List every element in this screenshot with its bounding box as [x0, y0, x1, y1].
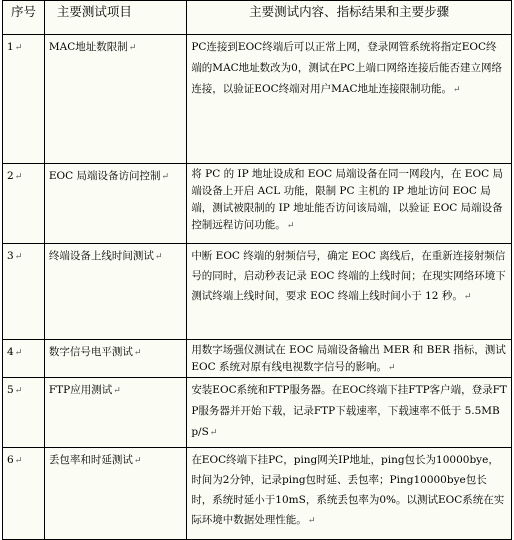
row-content: 用数字场强仪测试在 EOC 局端设备输出 MER 和 BER 指标，测试 EOC 系统对原有线电视数字信号的影响。↵ — [187, 340, 512, 378]
header-index: 序号 — [3, 1, 45, 35]
row-item: 终端设备上线时间测试↵ — [44, 244, 186, 340]
row-content: 将 PC 的 IP 地址设成和 EOC 局端设备在同一网段内，在 EOC 局端设备上开启 ACL 功能，限制 PC 主机的 IP 地址访问 EOC 局端，测试被限制的 IP 地址能否访问该局端，以验证 EOC 局端设备控制远程访问功能。↵ — [187, 164, 512, 244]
row-content: 安装EOC系统和FTP服务器。在EOC终端下挂FTP客户端，登录FTP服务器并开始下载，记录FTP下载速率，下载速率不低于 5.5MBp/S↵ — [187, 378, 512, 448]
table-header-row — [3, 1, 512, 35]
row-item: FTP应用测试↵ — [44, 378, 186, 448]
row-number: 6↵ — [3, 448, 45, 540]
table-row — [3, 35, 512, 164]
table-row — [3, 378, 512, 448]
table-row — [3, 340, 512, 378]
table-row — [3, 164, 512, 244]
row-number: 3↵ — [3, 244, 45, 340]
row-content: PC连接到EOC终端后可以正常上网，登录网管系统将指定EOC终端的MAC地址数改为0，测试在PC上端口网络连接后能否建立网络连接，以验证EOC终端对用户MAC地址连接限制功能。↵ — [187, 35, 512, 164]
row-number: 1↵ — [3, 35, 45, 164]
header-item: 主要测试项目 — [44, 1, 186, 35]
row-item: EOC 局端设备访问控制↵ — [44, 164, 186, 244]
row-item: MAC地址数限制↵ — [44, 35, 186, 164]
header-content: 主要测试内容、指标结果和主要步骤 — [187, 1, 512, 35]
row-number: 5↵ — [3, 378, 45, 448]
row-number: 2↵ — [3, 164, 45, 244]
row-content: 在EOC终端下挂PC，ping网关IP地址，ping包长为10000bye，时间为2分钟，记录ping包时延、丢包率；Ping10000bye包长时，系统时延小于10mS，系统丢包率为0%。以测试EOC系统在实际环境中数据处理性能。↵ — [187, 448, 512, 540]
row-item: 丢包率和时延测试↵ — [44, 448, 186, 540]
row-number: 4↵ — [3, 340, 45, 378]
row-content: 中断 EOC 终端的射频信号，确定 EOC 离线后，在重新连接射频信号的同时，启动秒表记录 EOC 终端的上线时间；在现实网络环境下测试终端上线时间，要求 EOC 终端上线时间小于 12 秒。↵ — [187, 244, 512, 340]
table-row — [3, 244, 512, 340]
test-table-page — [2, 0, 512, 540]
row-item: 数字信号电平测试↵ — [44, 340, 186, 378]
test-items-table — [2, 0, 512, 540]
table-row — [3, 448, 512, 540]
